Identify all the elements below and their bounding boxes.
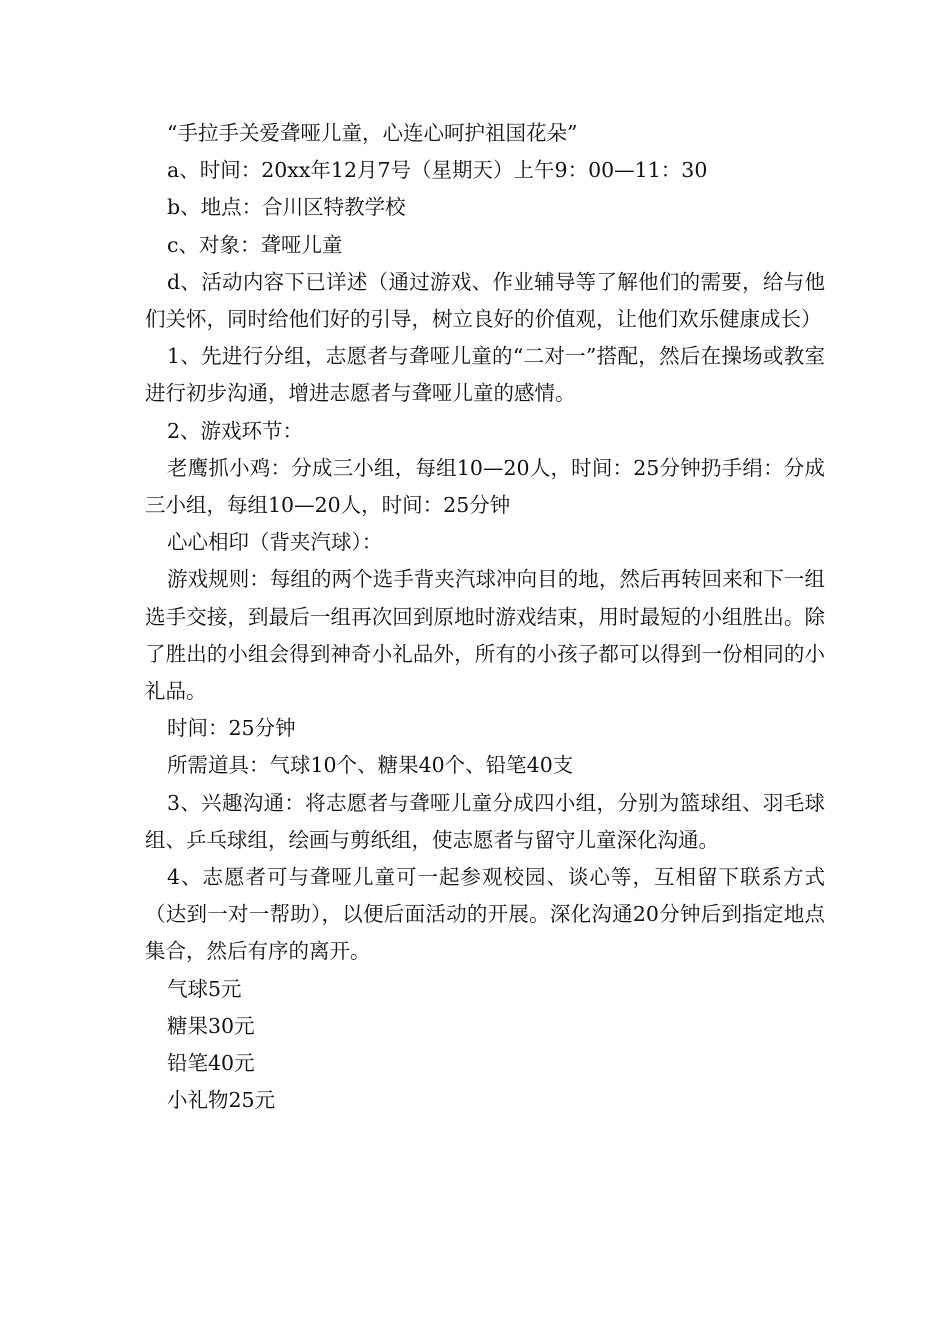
budget-item-pencil: 铅笔40元 [167,1051,255,1076]
paragraph-time: a、时间：20xx年12月7号（星期天）上午9：00—11：30 [167,158,708,183]
paragraph-target: c、对象：聋哑儿童 [167,232,343,257]
budget-item-candy: 糖果30元 [167,1013,255,1038]
document-body [145,115,825,1119]
paragraph-step-2-heading: 2、游戏环节： [167,418,304,443]
paragraph-props: 所需道具：气球10个、糖果40个、铅笔40支 [167,753,574,778]
paragraph-game-time: 时间：25分钟 [167,716,296,741]
budget-item-balloon: 气球5元 [167,976,242,1001]
paragraph-location: b、地点：合川区特教学校 [167,195,406,220]
activity-slogan: “手拉手关爱聋哑儿童，心连心呵护祖国花朵” [167,121,578,145]
paragraph-step-3: 3、兴趣沟通：将志愿者与聋哑儿童分成四小组，分别为篮球组、羽毛球组、乒乓球组，绘画与剪纸组，使志愿者与留守儿童深化沟通。 [145,790,825,852]
paragraph-game-eagle: 老鹰抓小鸡：分成三小组，每组10—20人，时间：25分钟扔手绢：分成三小组，每组10—20人，时间：25分钟 [145,455,825,518]
paragraph-game-rules: 游戏规则：每组的两个选手背夹汽球冲向目的地，然后再转回来和下一组选手交接，到最后一组再次回到原地时游戏结束，用时最短的小组胜出。除了胜出的小组会得到神奇小礼品外，所有的小孩子都可以得到一份相同的小礼品。 [145,567,825,704]
paragraph-content-summary: d、活动内容下已详述（通过游戏、作业辅导等了解他们的需要，给与他们关怀，同时给他们好的引导，树立良好的价值观，让他们欢乐健康成长） [145,269,825,332]
budget-item-gift: 小礼物25元 [167,1088,276,1113]
paragraph-game-balloon: 心心相印（背夹汽球）： [167,530,383,555]
paragraph-step-1: 1、先进行分组，志愿者与聋哑儿童的“二对一”搭配，然后在操场或教室进行初步沟通，增进志愿者与聋哑儿童的感情。 [145,344,825,406]
paragraph-step-4: 4、志愿者可与聋哑儿童可一起参观校园、谈心等，互相留下联系方式（达到一对一帮助），以便后面活动的开展。深化沟通20分钟后到指定地点集合，然后有序的离开。 [145,865,825,964]
